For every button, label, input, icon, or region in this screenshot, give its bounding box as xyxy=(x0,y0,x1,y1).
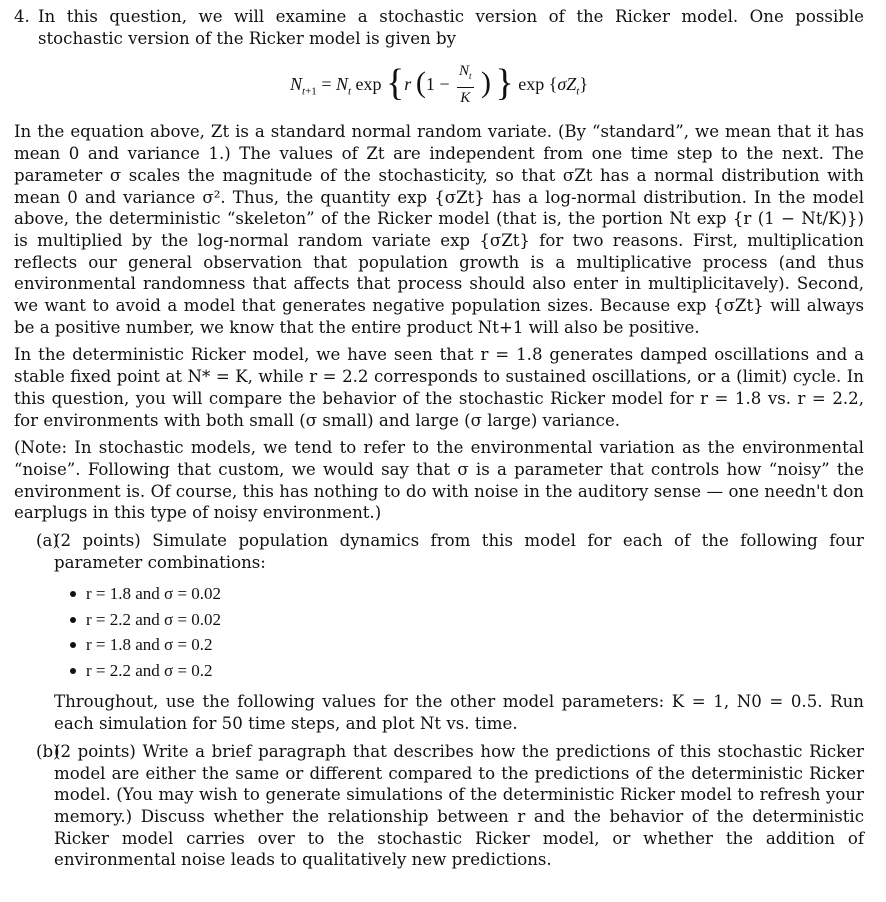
part-a-prompt: (2 points) Simulate population dynamics from this model for each of the following four parameter combinations: xyxy=(54,531,864,572)
combo-item xyxy=(70,581,864,607)
part-b-prompt: (2 points) Write a brief paragraph that describes how the predictions of this stochastic Ricker model are either the same or different compared to the predictions of the deterministic Ricker model. (You may wish to generate simulations of the deterministic Ricker model to refresh your memory.) Discuss whether the relationship between r and the behavior of the deterministic Ricker model carries over to the stochastic Ricker model, or whether the addition of environmental noise leads to qualitatively new predictions. xyxy=(54,741,864,870)
bullet-icon xyxy=(70,591,76,597)
bullet-icon xyxy=(70,642,76,648)
part-b xyxy=(14,741,864,871)
combo-text: r = 2.2 and σ = 0.2 xyxy=(86,660,213,680)
part-a-parameters: Throughout, use the following values for the other model parameters: K = 1, N0 = 0.5. Run each simulation for 50 time steps, and plot Nt vs. time. xyxy=(54,692,864,734)
combo-item xyxy=(70,607,864,633)
part-b-label: (b) xyxy=(36,741,60,761)
question-4 xyxy=(14,6,864,871)
part-a xyxy=(14,530,864,735)
subquestion-list xyxy=(14,530,864,871)
combo-text: r = 1.8 and σ = 0.02 xyxy=(86,584,222,604)
paragraph-stochastic-explanation: In the equation above, Zt is a standard normal random variate. (By “standard”, we mean that it has mean 0 and variance 1.) The values of Zt are independent from one time step to the next. The parameter σ scales the magnitude of the stochasticity, so that σZt has a normal distribution with mean 0 and variance σ². Thus, the quantity exp {σZt} has a log-normal distribution. In the model above, the deterministic “skeleton” of the Ricker model (that is, the portion Nt exp {r (1 − Nt/K)}) is multiplied by the log-normal random variate exp {σZt} for two reasons. First, multiplication reflects our general observation that population growth is a multiplicative process (and thus environmental randomness that affects that process should also enter in multiplicitavely). Second, we want to avoid a model that generates negative population sizes. Because exp {σZt} will always be a positive number, we know that the entire product Nt+1 will also be positive. xyxy=(14,122,864,337)
combo-text: r = 2.2 and σ = 0.02 xyxy=(86,609,222,629)
question-number: 4. xyxy=(14,7,30,26)
combo-item xyxy=(70,658,864,684)
combo-item xyxy=(70,632,864,658)
part-a-label: (a) xyxy=(36,531,59,551)
bullet-icon xyxy=(70,668,76,674)
question-intro: In this question, we will examine a stochastic version of the Ricker model. One possible stochastic version of the Ricker model is given by xyxy=(38,7,864,48)
paragraph-deterministic-comparison: In the deterministic Ricker model, we have seen that r = 1.8 generates damped oscillations and a stable fixed point at N* = K, while r = 2.2 corresponds to sustained oscillations, or a (limit) cycle. In this question, you will compare the behavior of the stochastic Ricker model for r = 1.8 vs. r = 2.2, for environments with both small (σ small) and large (σ large) variance. xyxy=(14,345,864,430)
bullet-icon xyxy=(70,617,76,623)
paragraph-noise-note: (Note: In stochastic models, we tend to refer to the environmental variation as the environmental “noise”. Following that custom, we would say that σ is a parameter that controls how “noisy” the environment is. Of course, this has nothing to do with noise in the auditory sense — one needn't don earplugs in this type of noisy environment.) xyxy=(14,438,864,523)
combo-text: r = 1.8 and σ = 0.2 xyxy=(86,635,213,655)
parameter-combinations xyxy=(54,581,864,683)
ricker-equation: $N_{t+1} = N_t$ exp {r (1 − $\frac{N_t}{K}$ ) } $\exp \{\sigma Z_t\}$ xyxy=(290,62,588,107)
